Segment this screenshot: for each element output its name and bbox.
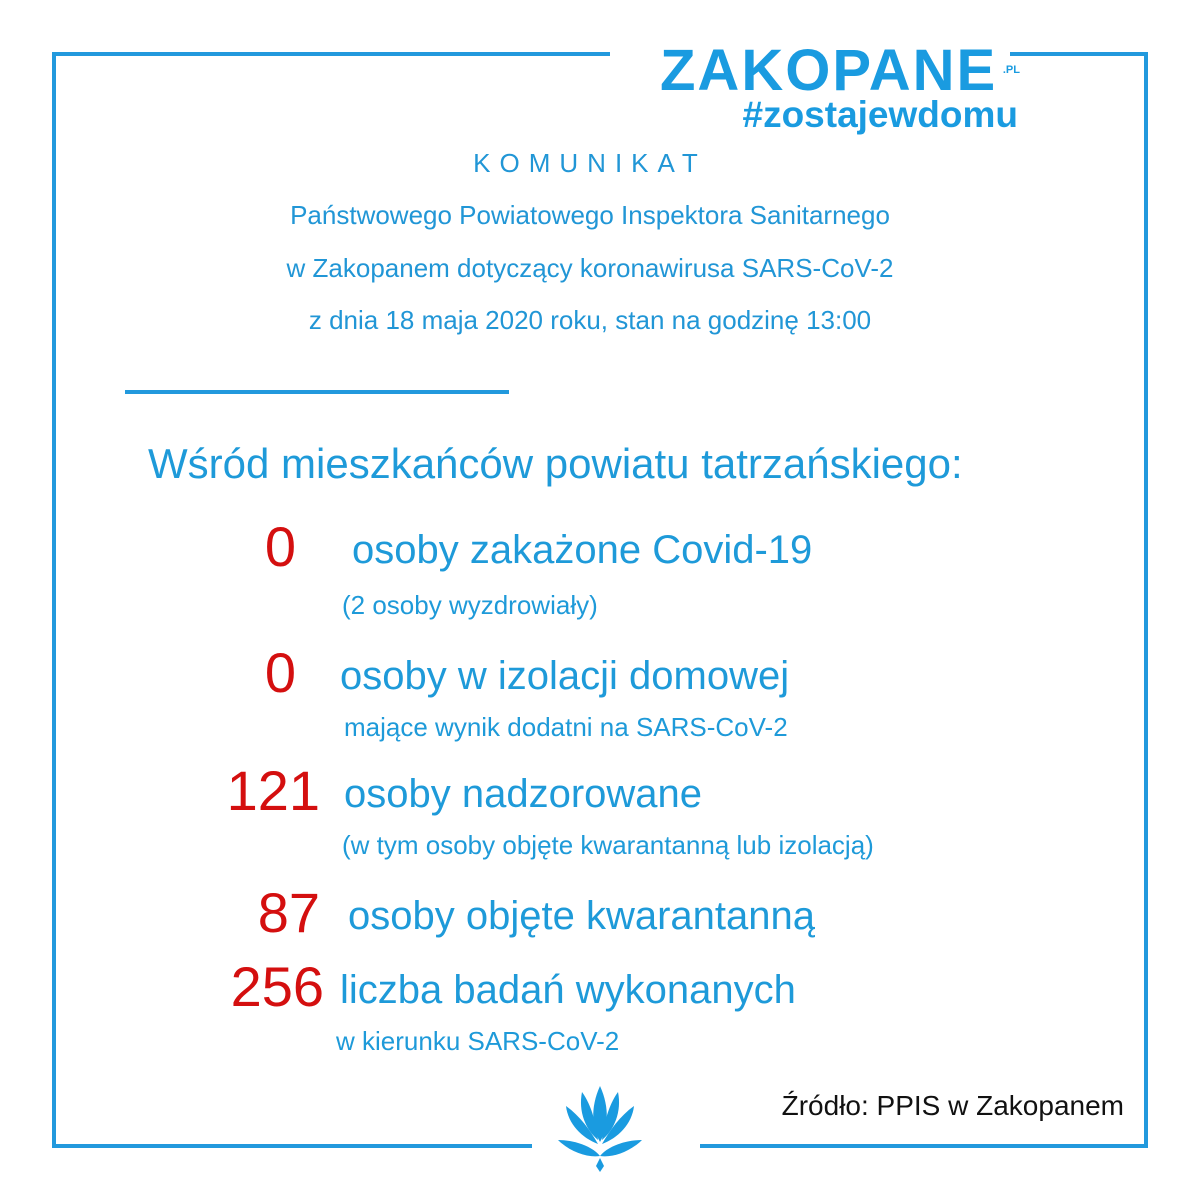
stat-value-home-isolation: 0 (264, 641, 296, 704)
source-note: Źródło: PPIS w Zakopanem (781, 1090, 1124, 1121)
stat-sub-tests: w kierunku SARS-CoV-2 (336, 1026, 620, 1056)
frame-right (1144, 52, 1148, 1148)
intro-heading: Wśród mieszkańców powiatu tatrzańskiego: (148, 440, 963, 487)
zakopane-leaf-emblem-icon (552, 1078, 648, 1174)
stat-value-quarantine: 87 (257, 881, 320, 944)
header-line-1: Państwowego Powiatowego Inspektora Sanitarnego (290, 200, 890, 230)
stat-sub-infected: (2 osoby wyzdrowiały) (342, 590, 598, 620)
frame-left (52, 52, 56, 1148)
stat-value-supervised: 121 (226, 759, 320, 822)
frame-top-left (52, 52, 610, 56)
stat-sub-home-isolation: mające wynik dodatni na SARS-CoV-2 (344, 712, 788, 742)
komunikat-title: KOMUNIKAT (473, 148, 707, 178)
stat-label-quarantine: osoby objęte kwarantanną (348, 894, 815, 938)
logo-domain: .PL (1002, 64, 1020, 76)
header-line-3: z dnia 18 maja 2020 roku, stan na godzinę 13:00 (308, 305, 872, 335)
stat-label-infected: osoby zakażone Covid-19 (352, 528, 813, 572)
frame-top-right (1010, 52, 1148, 56)
frame-bottom-left (52, 1144, 532, 1148)
stat-value-infected: 0 (264, 515, 296, 578)
stat-value-tests: 256 (230, 955, 324, 1018)
hashtag: #zostajewdomu (742, 94, 1018, 135)
stat-sub-supervised: (w tym osoby objęte kwarantanną lub izolacją) (342, 830, 874, 860)
frame-bottom-right (700, 1144, 1148, 1148)
logo-text: ZAKOPANE (660, 38, 998, 103)
stat-label-home-isolation: osoby w izolacji domowej (340, 654, 790, 698)
divider (125, 390, 509, 394)
header-line-2: w Zakopanem dotyczący koronawirusa SARS-CoV-2 (286, 253, 894, 283)
stat-label-tests: liczba badań wykonanych (340, 968, 796, 1012)
stat-label-supervised: osoby nadzorowane (344, 772, 703, 816)
